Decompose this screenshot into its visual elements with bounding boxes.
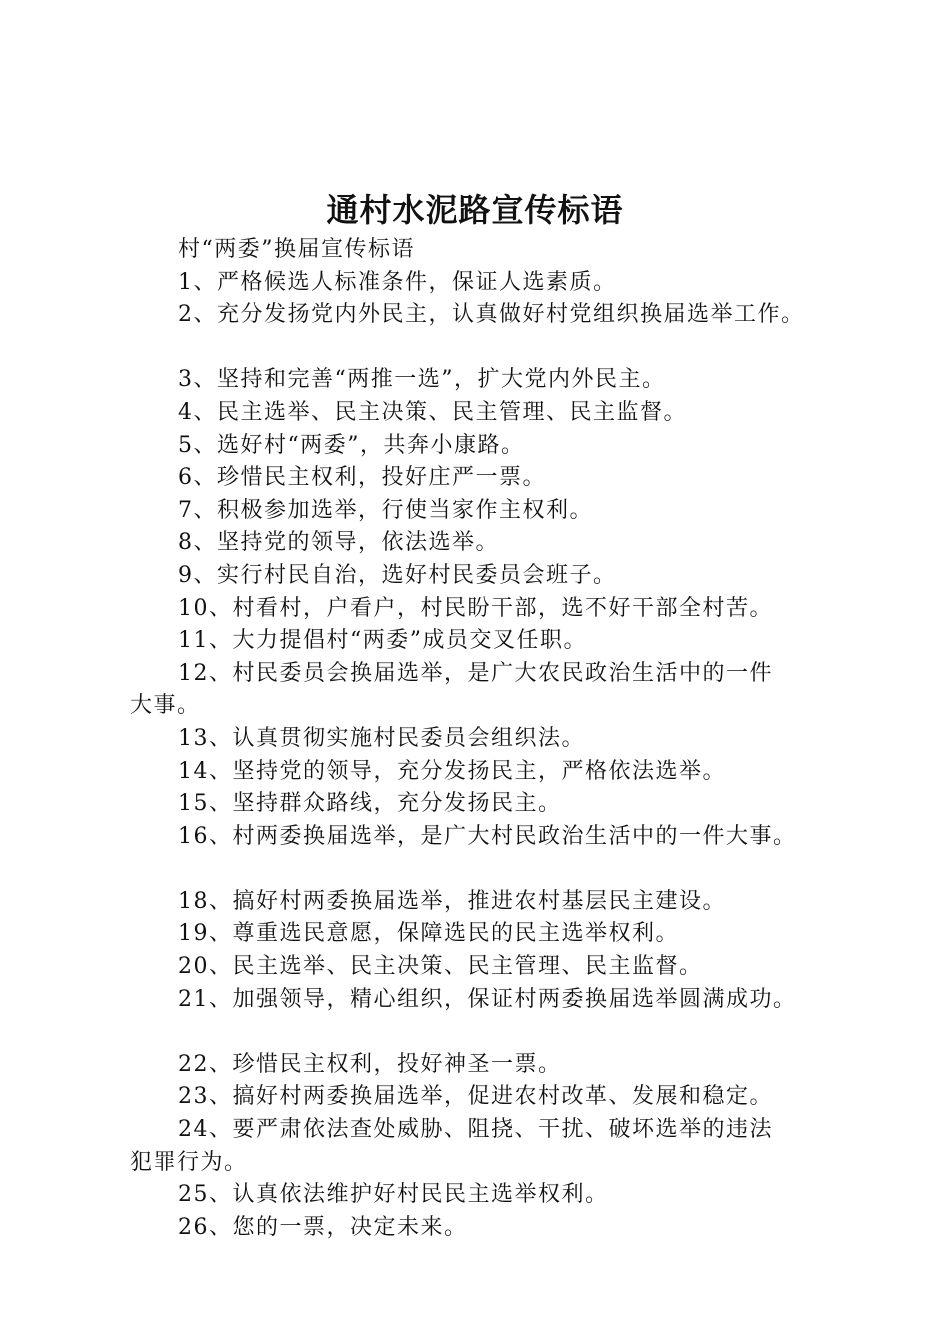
blank-line [130,332,850,365]
list-item: 26、您的一票，决定未来。 [178,1214,468,1240]
list-item-continuation: 犯罪行为。 [130,1149,248,1175]
list-item: 9、实行村民自治，选好村民委员会班子。 [178,562,617,588]
list-item: 16、村两委换届选举，是广大村民政治生活中的一件大事。 [178,823,797,849]
list-item: 6、珍惜民主权利，投好庄严一票。 [178,465,546,491]
list-item: 21、加强领导，精心组织，保证村两委换届选举圆满成功。 [178,986,797,1012]
list-item: 7、积极参加选举，行使当家作主权利。 [178,497,593,523]
list-item: 22、珍惜民主权利，投好神圣一票。 [178,1051,562,1077]
list-item: 10、村看村，户看户，村民盼干部，选不好干部全村苦。 [178,595,773,621]
blank-line [130,853,850,886]
list-item: 12、村民委员会换届选举，是广大农民政治生活中的一件 [178,660,773,686]
list-item: 23、搞好村两委换届选举，促进农村改革、发展和稳定。 [178,1084,773,1110]
blank-line [130,1016,850,1049]
list-item: 18、搞好村两委换届选举，推进农村基层民主建设。 [178,888,726,914]
list-item: 14、坚持党的领导，充分发扬民主，严格依法选举。 [178,758,726,784]
list-item: 8、坚持党的领导，依法选举。 [178,530,499,556]
list-item: 25、认真依法维护好村民民主选举权利。 [178,1182,609,1208]
list-item: 24、要严肃依法查处威胁、阻挠、干扰、破坏选举的违法 [178,1117,773,1143]
list-item: 19、尊重选民意愿，保障选民的民主选举权利。 [178,921,679,947]
list-item: 4、民主选举、民主决策、民主管理、民主监督。 [178,399,687,425]
section-heading: 村“两委”换届宣传标语 [178,237,415,262]
list-item: 3、坚持和完善“两推一选”，扩大党内外民主。 [178,367,666,393]
list-item: 13、认真贯彻实施村民委员会组织法。 [178,725,585,751]
slogan-list [130,234,850,1244]
list-item: 2、充分发扬党内外民主，认真做好村党组织换届选举工作。 [178,302,805,328]
list-item: 5、选好村“两委”，共奔小康路。 [178,432,525,458]
list-item: 1、严格候选人标准条件，保证人选素质。 [178,269,617,295]
list-item: 20、民主选举、民主决策、民主管理、民主监督。 [178,954,703,980]
document-title: 通村水泥路宣传标语 [326,191,624,229]
list-item: 11、大力提倡村“两委”成员交叉任职。 [178,628,587,654]
list-item: 15、坚持群众路线，充分发扬民主。 [178,791,562,817]
list-item-continuation: 大事。 [130,693,201,719]
